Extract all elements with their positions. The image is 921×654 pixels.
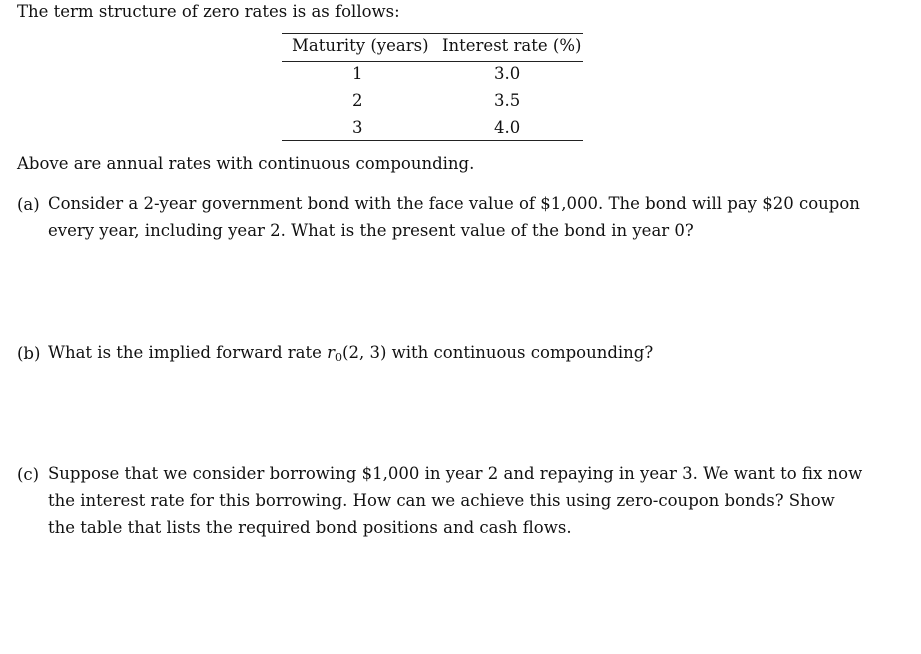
question-a-label: (a) <box>17 195 40 214</box>
table-bottom-rule <box>282 140 583 141</box>
question-b-label: (b) <box>17 344 41 363</box>
table-header-rule <box>282 61 583 62</box>
question-c-text: Suppose that we consider borrowing $1,000 in year 2 and repaying in year 3. We want to fix now the interest rate for this borrowing. How can we achieve this using zero-coupon bonds? Show the table that lists the required bond positions and cash flows. <box>48 464 863 537</box>
forward-rate-subscript: 0 <box>335 351 343 364</box>
table-cell-rate: 4.0 <box>494 118 521 137</box>
table-cell-maturity: 3 <box>352 118 363 137</box>
table-header-maturity: Maturity (years) <box>292 36 429 55</box>
table-cell-maturity: 1 <box>352 64 363 83</box>
intro-text: The term structure of zero rates is as follows: <box>17 2 400 21</box>
table-cell-rate: 3.0 <box>494 64 521 83</box>
question-a-text: Consider a 2-year government bond with the face value of $1,000. The bond will pay $20 coupon every year, including year 2. What is the present value of the bond in year 0? <box>48 194 860 240</box>
question-b-text-after: with continuous compounding? <box>386 343 654 362</box>
forward-rate-symbol: r <box>327 343 336 362</box>
forward-rate-args: (2, 3) <box>342 343 387 362</box>
question-c-label: (c) <box>17 465 40 484</box>
question-b-text <box>48 339 863 371</box>
table-cell-rate: 3.5 <box>494 91 521 110</box>
table-top-rule <box>282 33 583 34</box>
table-header-interest-rate: Interest rate (%) <box>442 36 582 55</box>
table-cell-maturity: 2 <box>352 91 363 110</box>
question-b-text-before: What is the implied forward rate <box>48 343 328 362</box>
compounding-note: Above are annual rates with continuous compounding. <box>17 154 475 173</box>
